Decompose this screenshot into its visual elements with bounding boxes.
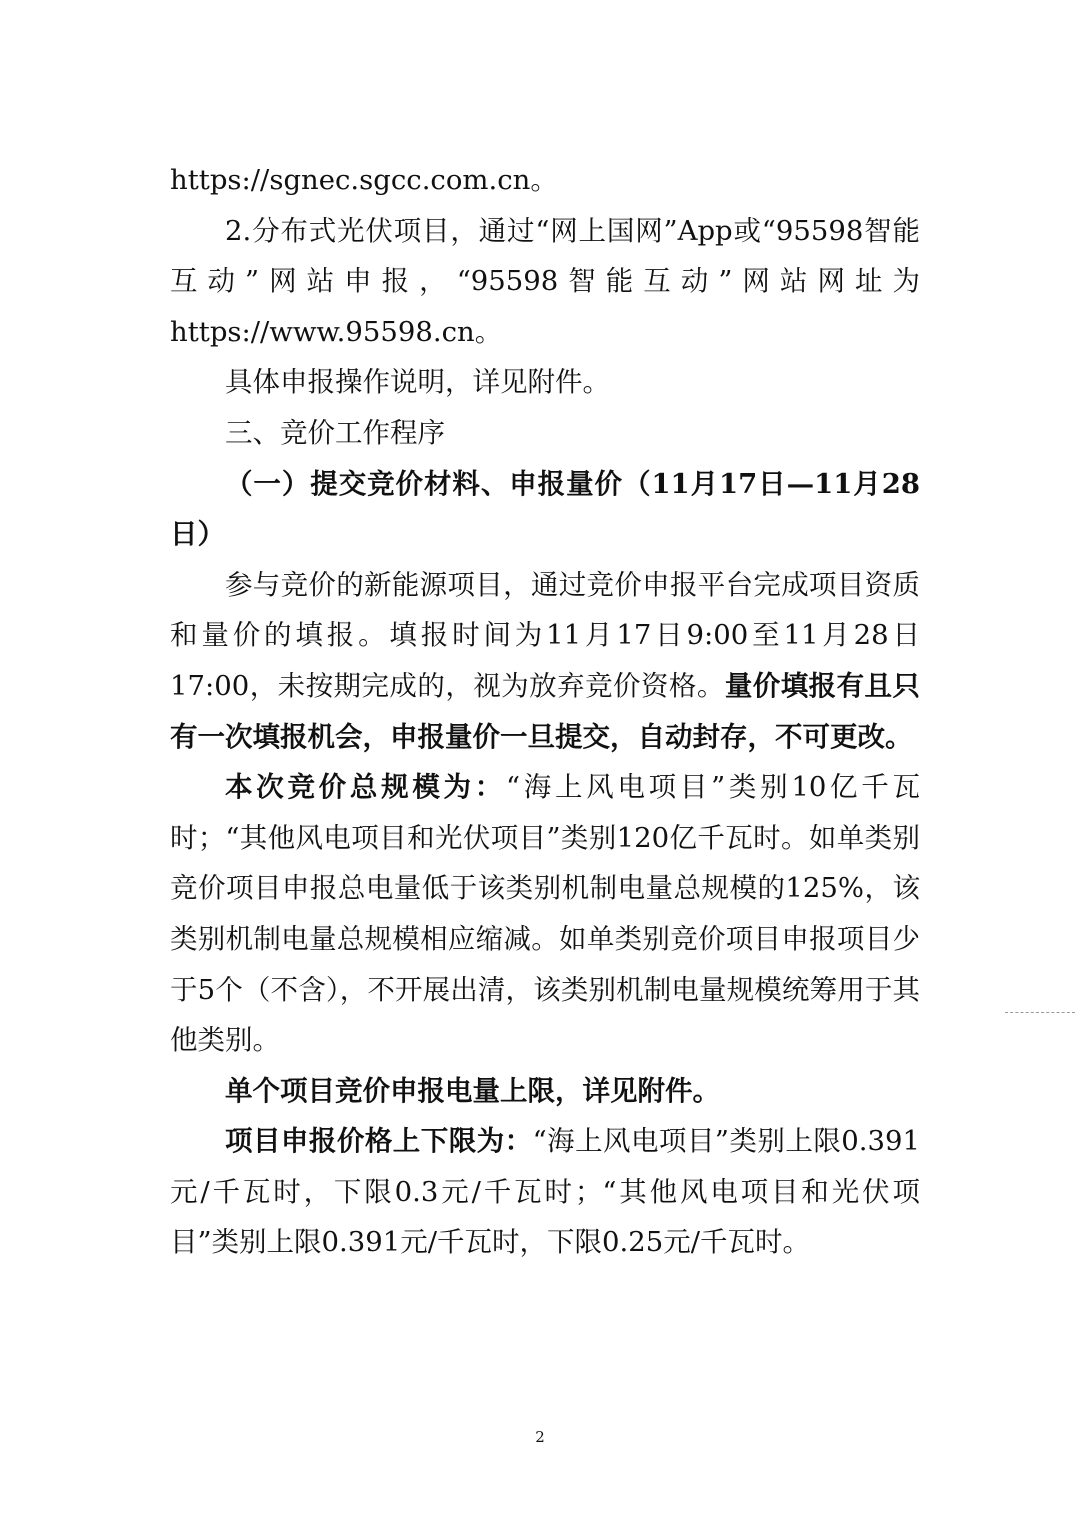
section-heading: 三、竞价工作程序 (225, 416, 445, 449)
price-text: “海上风电项目”类别上限0.391元/千瓦时，下限0.3元/千瓦时；“其他风电项目和光伏项目”类别上限0.391元/千瓦时，下限0.25元/千瓦时。 (170, 1125, 921, 1259)
subsection-heading (170, 459, 920, 560)
paragraph-submission (170, 560, 920, 762)
paragraph-distributed-pv: 2.分布式光伏项目，通过“网上国网”App或“95598智能互动”网站申报，“95598智能互动”网站网址为https://www.95598.cn。 (170, 214, 920, 348)
scale-label: 本次竞价总规模为： (225, 771, 506, 804)
price-label: 项目申报价格上下限为： (225, 1125, 533, 1158)
paragraph-price-limits (170, 1116, 920, 1268)
paragraph-see-attachment: 具体申报操作说明，详见附件。 (225, 366, 610, 399)
paragraph-scale (170, 762, 920, 1066)
page-number: 2 (535, 1428, 545, 1446)
scale-text: “海上风电项目”类别10亿千瓦时；“其他风电项目和光伏项目”类别120亿千瓦时。如单类别竞价项目申报总电量低于该类别机制电量总规模的125%，该类别机制电量总规模相应缩减。如单类别竞价项目申报项目少于5个（不含），不开展出清，该类别机制电量规模统筹用于其他类别。 (170, 771, 920, 1057)
scan-mark (1005, 1012, 1075, 1013)
submission-text: 参与竞价的新能源项目，通过竞价申报平台完成项目资质和量价的填报。填报时间为11月17日9:00至11月28日17:00，未按期完成的，视为放弃竞价资格。 (170, 568, 920, 702)
document-body (170, 155, 920, 1268)
paragraph-limit (170, 1066, 920, 1117)
limit-text: 单个项目竞价申报电量上限，详见附件。 (225, 1074, 720, 1107)
url-line: https://sgnec.sgcc.com.cn。 (170, 164, 558, 196)
subsection-heading-text: （一）提交竞价材料、申报量价（11月17日—11月28日） (170, 467, 920, 551)
submission-emphasis: 量价填报有且只有一次填报机会，申报量价一旦提交，自动封存，不可更改。 (170, 669, 920, 753)
